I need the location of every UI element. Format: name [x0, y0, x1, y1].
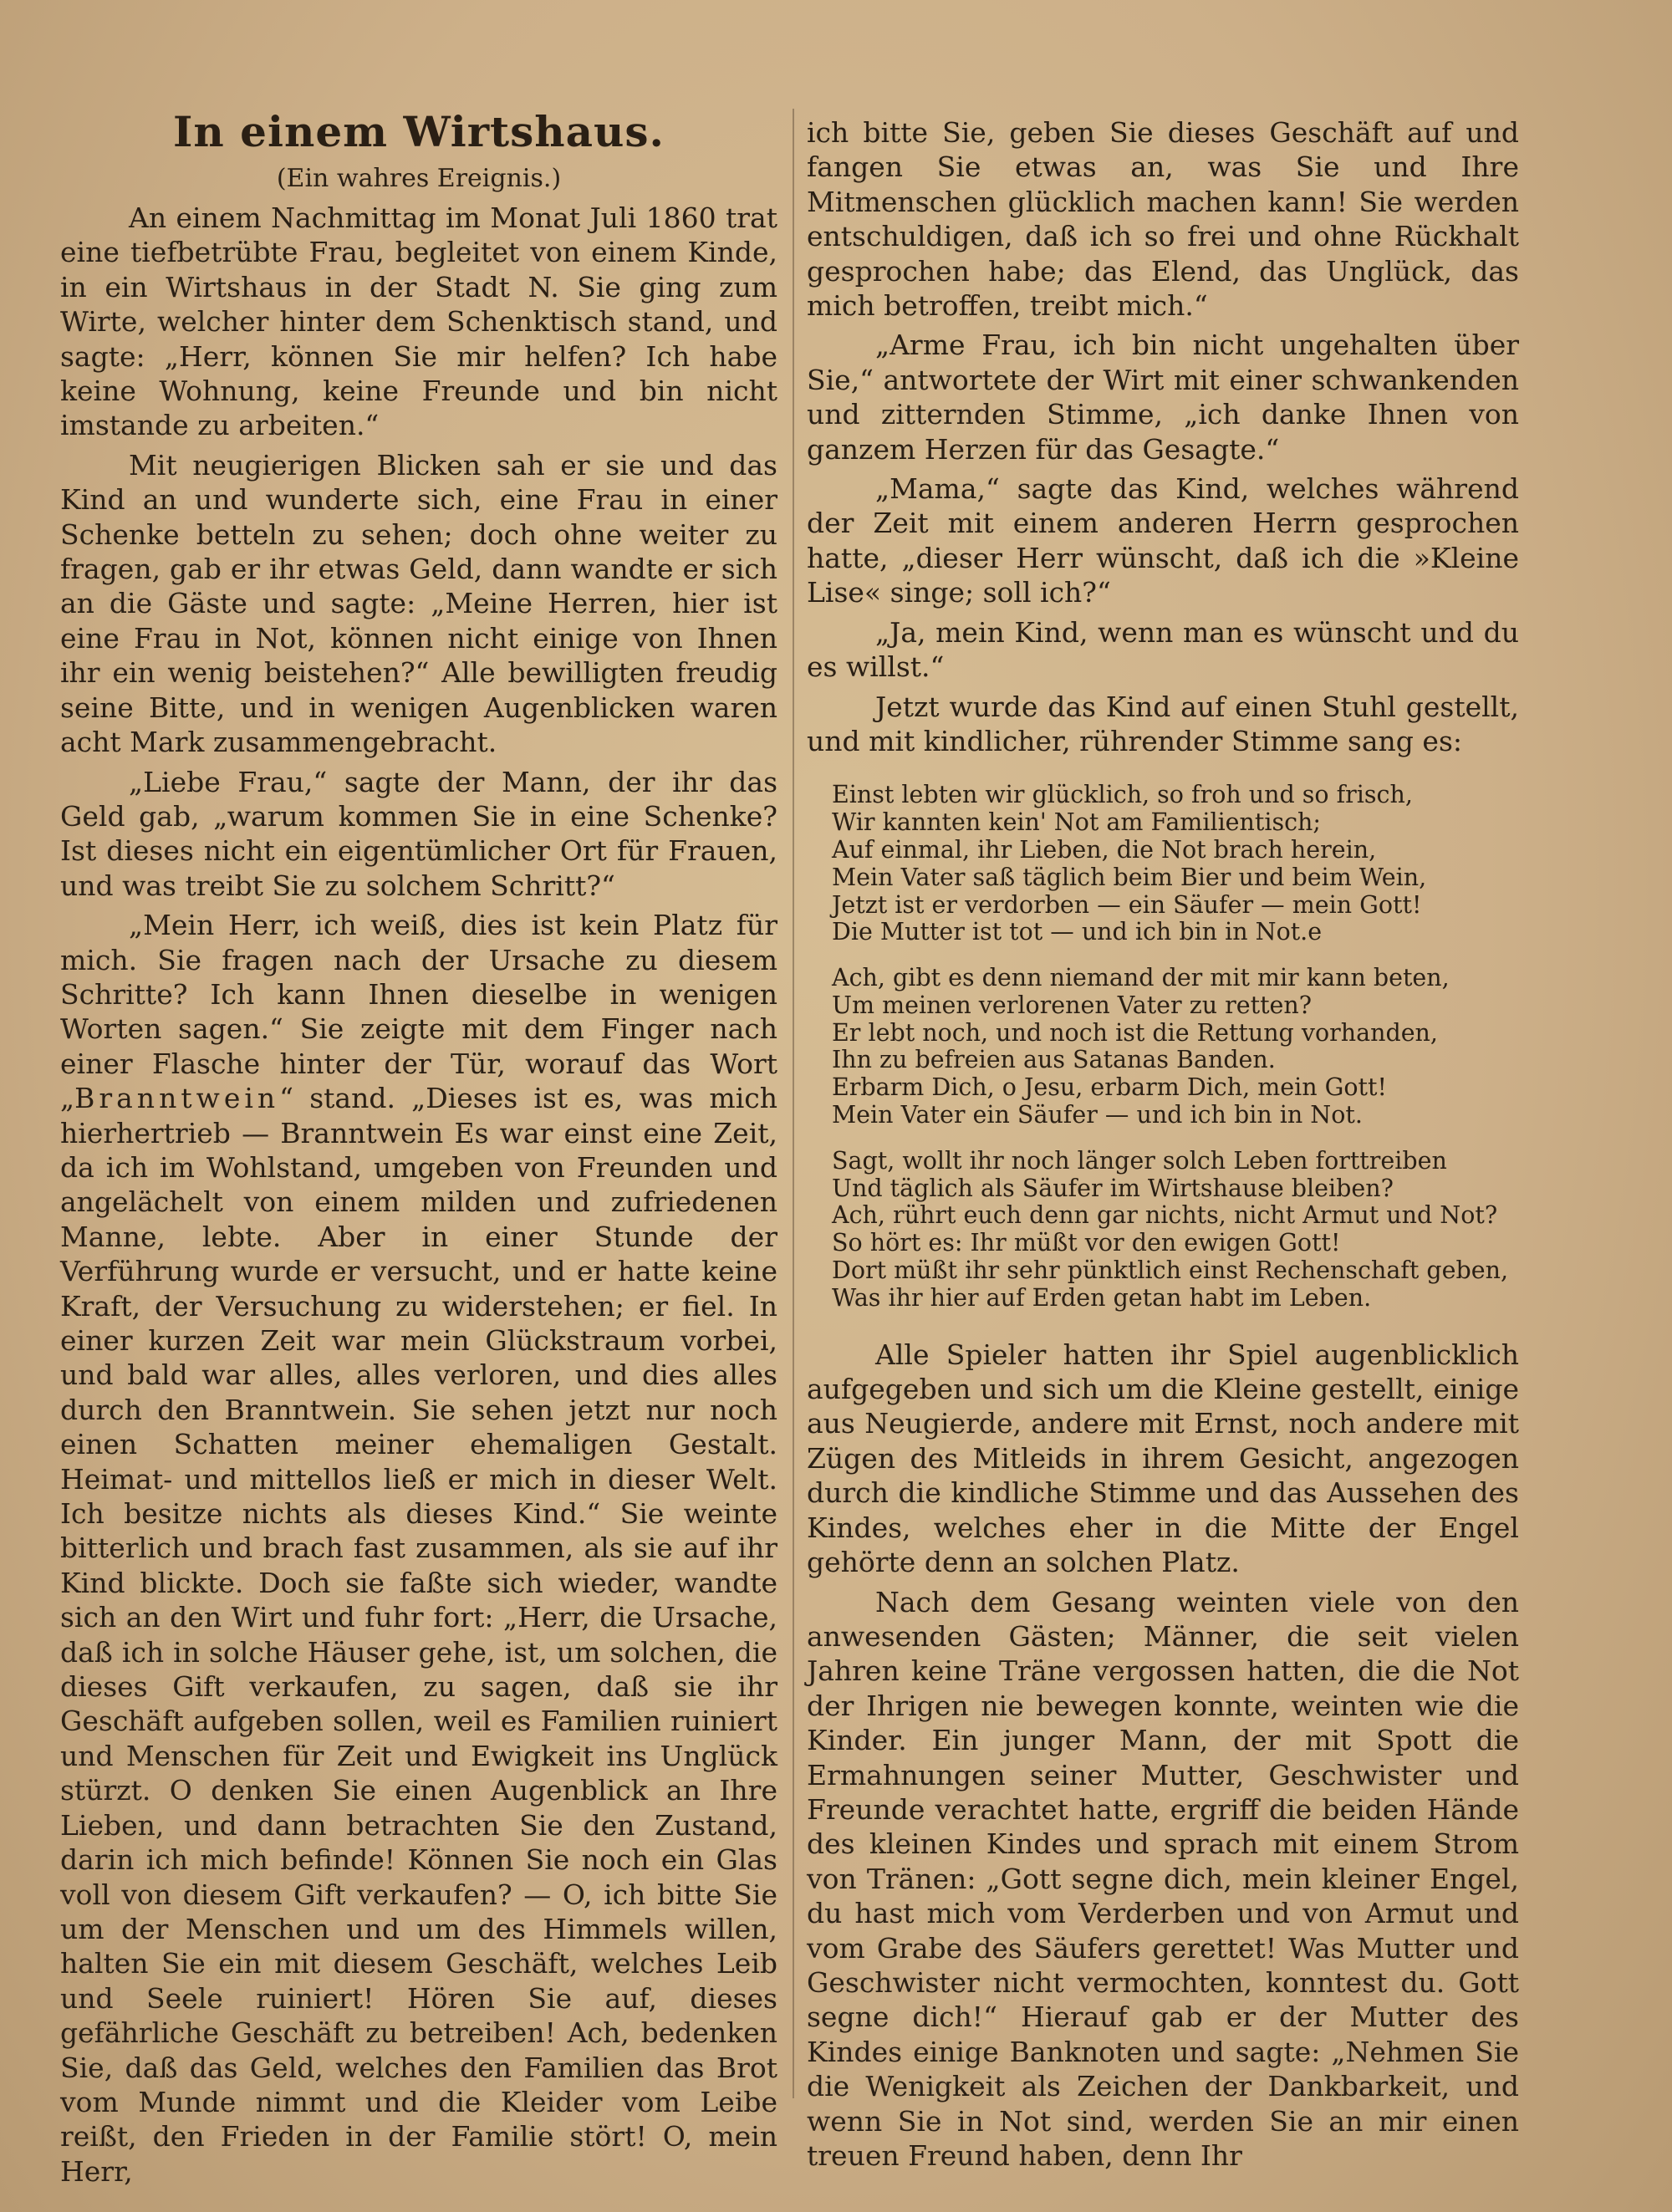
column-rule [793, 109, 794, 2098]
paragraph-text: „Mein Herr, ich weiß, dies ist kein Platz für mich. Sie fragen nach der Ursache zu diesem Schritte? Ich kann Ihnen dieselbe in wenigen Worten sagen.“ Sie zeigte mit dem Finger nach einer Flasche hinter der Tür, worauf das Wort „ [60, 909, 777, 1115]
paragraph: Mit neugierigen Blicken sah er sie und das Kind an und wunderte sich, eine Frau in einer Schenke betteln zu sehen; doch ohne weiter zu fragen, gab er ihr etwas Geld, dann wandte er sich an die Gäste und sagte: „Meine Herren, hier ist eine Frau in Not, können nicht einige von Ihnen ihr ein wenig beistehen?“ Alle bewilligten freudig seine Bitte, und in wenigen Augenblicken waren acht Mark zusammengebracht. [60, 448, 777, 759]
article-title: In einem Wirtshaus. [173, 107, 665, 156]
right-column [807, 115, 1519, 2178]
paragraph [60, 908, 777, 2189]
paragraph: „Mama,“ sagte das Kind, welches während der Zeit mit einem anderen Herrn gesprochen hatte, „dieser Herr wünscht, daß ich die »Kleine Lise« singe; soll ich?“ [807, 472, 1519, 609]
paragraph: Alle Spieler hatten ihr Spiel augenblicklich aufgegeben und sich um die Kleine gestellt, einige aus Neugierde, andere mit Ernst, noch andere mit Zügen des Mitleids in ihrem Gesicht, angezogen durch die kindliche Stimme und das Aussehen des Kindes, welches eher in die Mitte der Engel gehörte denn an solchen Platz. [807, 1338, 1519, 1579]
poem-line: Erbarm Dich, o Jesu, erbarm Dich, mein Gott! [832, 1073, 1387, 1102]
poem-line: Was ihr hier auf Erden getan habt im Leben. [832, 1283, 1372, 1312]
poem-line: Sagt, wollt ihr noch länger solch Leben forttreiben [832, 1146, 1447, 1175]
paragraph-continued: ich bitte Sie, geben Sie dieses Geschäft auf und fangen Sie etwas an, was Sie und Ihre Mitmenschen glücklich machen kann! Sie werden entschuldigen, daß ich so frei und ohne Rückhalt gesprochen habe; das Elend, das Unglück, das mich betroffen, treibt mich.“ [807, 116, 1519, 323]
paragraph: An einem Nachmittag im Monat Juli 1860 trat eine tiefbetrübte Frau, begleitet von einem Kinde, in ein Wirtshaus in der Stadt N. Sie ging zum Wirte, welcher hinter dem Schenktisch stand, und sagte: „Herr, können Sie mir helfen? Ich habe keine Wohnung, keine Freunde und bin nicht imstande zu arbeiten.“ [60, 201, 777, 442]
poem-line: Mein Vater ein Säufer — und ich bin in Not. [832, 1101, 1363, 1129]
poem-line: Wir kannten kein' Not am Familientisch; [832, 808, 1322, 837]
paragraph: „Arme Frau, ich bin nicht ungehalten über Sie,“ antwortete der Wirt mit einer schwankenden und zitternden Stimme, „ich danke Ihnen von ganzem Herzen für das Gesagte.“ [807, 329, 1519, 466]
poem-stanza [832, 782, 1519, 946]
poem-line: Einst lebten wir glücklich, so froh und so frisch, [832, 781, 1413, 809]
poem-line: Die Mutter ist tot — und ich bin in Not.e [832, 918, 1323, 946]
poem-line: So hört es: Ihr müßt vor den ewigen Gott! [832, 1229, 1341, 1257]
poem-line: Auf einmal, ihr Lieben, die Not brach herein, [832, 835, 1377, 864]
poem-stanza [832, 1148, 1519, 1312]
article-subtitle: (Ein wahres Ereignis.) [276, 164, 562, 193]
poem [832, 782, 1519, 1312]
poem-line: Jetzt ist er verdorben — ein Säufer — mein Gott! [832, 890, 1422, 919]
poem-stanza [832, 965, 1519, 1129]
paragraph: „Liebe Frau,“ sagte der Mann, der ihr das Geld gab, „warum kommen Sie in eine Schenke? Ist dieses nicht ein eigentümlicher Ort für Frauen, und was treibt Sie zu solchem Schritt?“ [60, 765, 777, 902]
paragraph: Nach dem Gesang weinten viele von den anwesenden Gästen; Männer, die seit vielen Jahren keine Träne vergossen hatten, die die Not der Ihrigen nie bewegen konnte, weinten wie die Kinder. Ein junger Mann, der mit Spott die Ermahnungen seiner Mutter, Geschwister und Freunde verachtet hatte, ergriff die beiden Hände des kleinen Kindes und sprach mit einem Strom von Tränen: „Gott segne dich, mein kleiner Engel, du hast mich vom Verderben und von Armut und vom Grabe des Säufers gerettet! Was Mutter und Geschwister nicht vermochten, konntest du. Gott segne dich!“ Hierauf gab er der Mutter des Kindes einige Banknoten und sagte: „Nehmen Sie die Wenigkeit als Zeichen der Dankbarkeit, und wenn Sie in Not sind, werden Sie an mir einen treuen Freund haben, denn Ihr [807, 1585, 1519, 2172]
poem-line: Er lebt noch, und noch ist die Rettung vorhanden, [832, 1018, 1438, 1047]
paragraph-text: “ stand. „Dieses ist es, was mich hierhertrieb — Branntwein Es war einst eine Zeit, da ich im Wohlstand, umgeben von Freunden und angelächelt von einem milden und zufriedenen Manne, lebte. Aber in einer Stunde der Verführung wurde er versucht, und er hatte keine Kraft, der Versuchung zu widerstehen; er fiel. In einer kurzen Zeit war mein Glückstraum vorbei, und bald war alles, alles verloren, und dies alles durch den Branntwein. Sie sehen jetzt nur noch einen Schatten meiner ehemaligen Gestalt. Heimat- und mittellos ließ er mich in dieser Welt. Ich besitze nichts als dieses Kind.“ Sie weinte bitterlich und brach fast zusammen, als sie auf ihr Kind blickte. Doch sie faßte sich wieder, wandte sich an den Wirt und fuhr fort: „Herr, die Ursache, daß ich in solche Häuser gehe, ist, um solchen, die dieses Gift verkaufen, zu sagen, daß sie ihr Geschäft aufgeben sollen, weil es Familien ruiniert und Menschen für Zeit und Ewigkeit ins Unglück stürzt. O denken Sie einen Augenblick an Ihre Lieben, und dann betrachten Sie den Zustand, darin ich mich befinde! Können Sie noch ein Glas voll von diesem Gift verkaufen? — O, ich bitte Sie um der Menschen und um des Himmels willen, halten Sie ein mit diesem Geschäft, welches Leib und Seele ruiniert! Hören Sie auf, dieses gefährliche Geschäft zu betreiben! Ach, bedenken Sie, daß das Geld, welches den Familien das Brot vom Munde nimmt und die Kleider vom Leibe reißt, den Frieden in der Familie stört! O, mein Herr, [60, 1082, 777, 2188]
poem-line: Mein Vater saß täglich beim Bier und beim Wein, [832, 863, 1427, 891]
poem-line: Und täglich als Säufer im Wirtshause bleiben? [832, 1174, 1394, 1202]
branntwein-word: Branntwein [74, 1082, 280, 1115]
poem-line: Ihn zu befreien aus Satanas Banden. [832, 1046, 1276, 1074]
paragraph: Jetzt wurde das Kind auf einen Stuhl gestellt, und mit kindlicher, rührender Stimme sang es: [807, 690, 1519, 757]
poem-line: Ach, gibt es denn niemand der mit mir kann beten, [832, 964, 1450, 992]
poem-line: Ach, rührt euch denn gar nichts, nicht Armut und Not? [832, 1201, 1498, 1230]
poem-line: Dort müßt ihr sehr pünktlich einst Rechenschaft geben, [832, 1256, 1509, 1285]
left-column [60, 107, 777, 2194]
poem-line: Um meinen verlorenen Vater zu retten? [832, 991, 1313, 1019]
paragraph: „Ja, mein Kind, wenn man es wünscht und du es willst.“ [807, 615, 1519, 684]
